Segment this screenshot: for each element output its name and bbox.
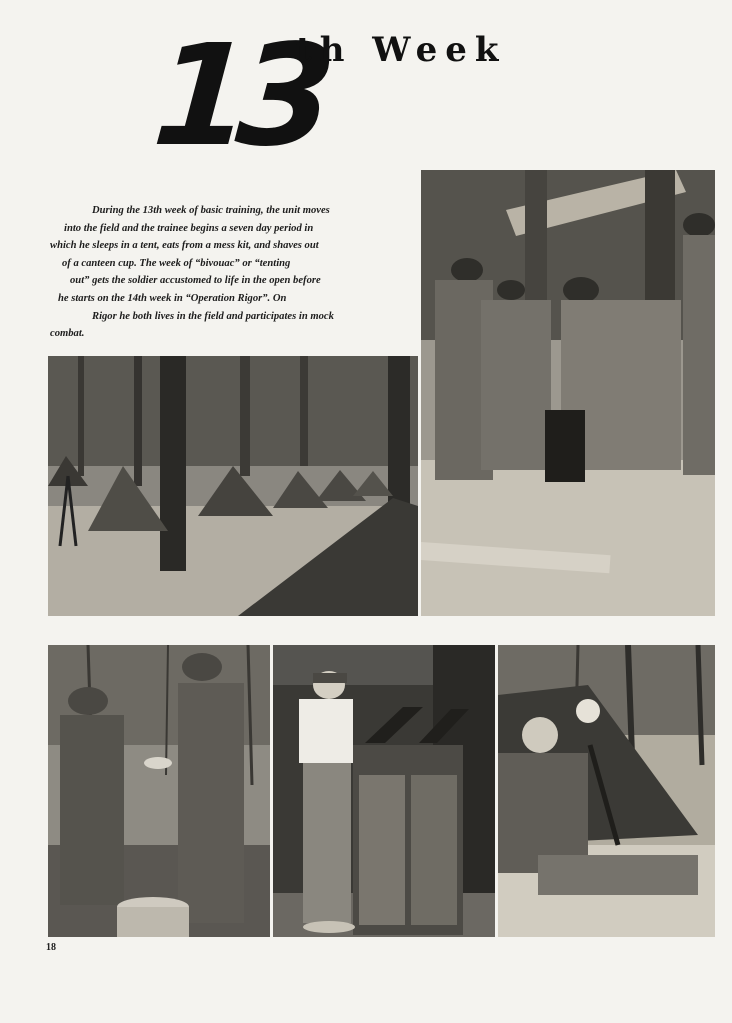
intro-line: combat.: [50, 328, 85, 340]
intro-line: into the field and the trainee begins a seven day period in: [64, 222, 314, 234]
photo-tent-camp: [48, 356, 418, 616]
intro-line: During the 13th week of basic training, the unit moves: [92, 205, 330, 216]
photo-mess-line: [421, 170, 715, 616]
week-title: th Week: [296, 30, 507, 70]
photo-field-kitchen: [273, 645, 495, 937]
page-number: 18: [46, 942, 56, 953]
intro-paragraph: [50, 202, 402, 343]
intro-line: which he sleeps in a tent, eats from a mess kit, and shaves out: [50, 240, 319, 252]
photo-canteen-soldiers: [48, 645, 270, 937]
intro-line: of a canteen cup. The week of “bivouac” or “tenting: [62, 257, 291, 269]
intro-line: he starts on the 14th week in “Operation Rigor”. On: [58, 292, 287, 304]
photo-rifle-cleaning: [498, 645, 715, 937]
intro-line: out” gets the soldier accustomed to life in the open before: [70, 275, 321, 287]
intro-line: Rigor he both lives in the field and participates in mock: [92, 310, 334, 322]
week-number: 13: [148, 15, 327, 178]
